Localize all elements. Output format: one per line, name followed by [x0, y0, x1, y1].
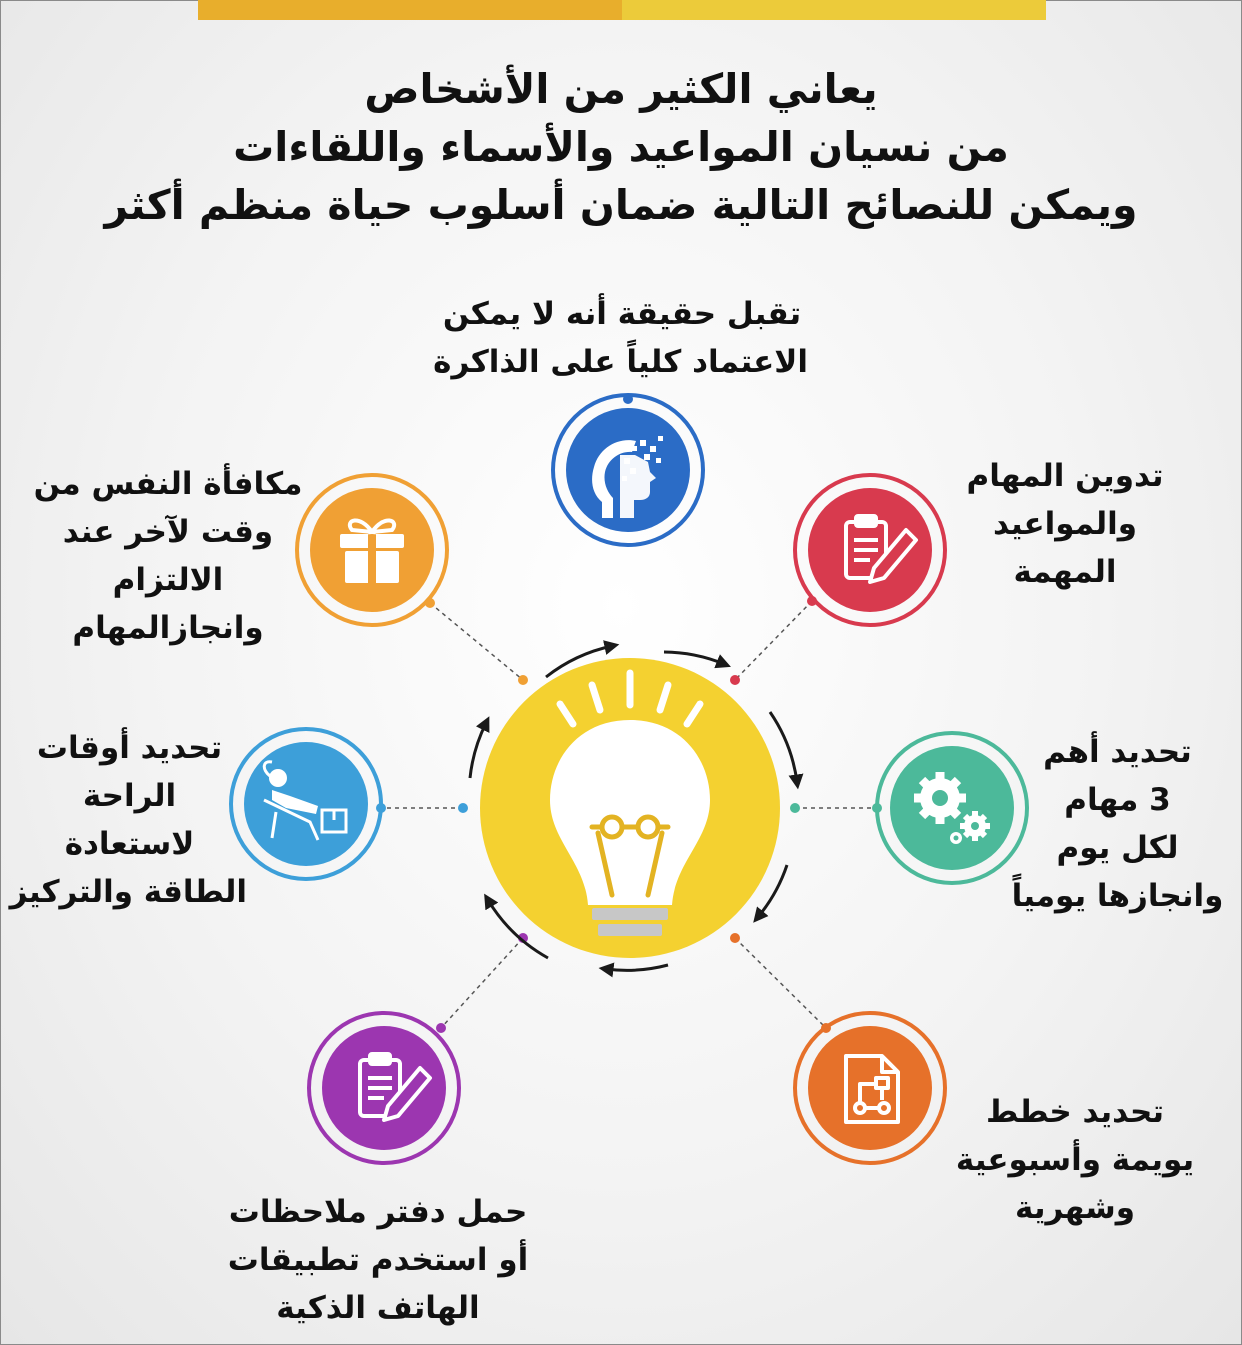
tip-memory-node: [553, 394, 703, 545]
tip-line: والمواعيد: [992, 506, 1138, 542]
tip-plans-label: [940, 1088, 1210, 1232]
center-lightbulb: [480, 658, 780, 958]
tip-line: 3 مهام: [1064, 782, 1171, 818]
tip-rest-node: [231, 729, 386, 879]
tip-line: الراحة: [82, 778, 177, 814]
tip-line: المهمة: [1013, 554, 1117, 590]
tip-line: وقت لآخر عند: [62, 514, 274, 550]
connector-dot: [730, 933, 740, 943]
title-line-1: يعاني الكثير من الأشخاص: [364, 65, 878, 113]
tip-line: وشهرية: [1015, 1190, 1135, 1226]
tip-top-three-node: [872, 733, 1027, 883]
title-line-2: من نسيان المواعيد والأسماء واللقاءات: [233, 123, 1009, 171]
tip-line: الهاتف الذكية: [276, 1290, 480, 1326]
connector-dot: [790, 803, 800, 813]
tip-notebook-label: [218, 1188, 538, 1332]
tip-line: وانجازها يومياً: [1011, 878, 1224, 914]
connector-dot: [518, 675, 528, 685]
tip-reward-label: [28, 460, 308, 652]
tip-memory-label: [433, 290, 808, 386]
tip-line: يويمة وأسبوعية: [955, 1142, 1195, 1178]
tip-rest-label: [9, 724, 247, 916]
tip-line: الالتزام: [112, 562, 224, 598]
tip-line: وانجازالمهام: [72, 610, 264, 646]
tip-write-tasks-node: [795, 475, 945, 625]
tip-line: الاعتماد كلياً على الذاكرة: [433, 344, 808, 380]
tip-line: أو استخدم تطبيقات: [227, 1242, 529, 1278]
connector-dot: [458, 803, 468, 813]
gift-icon: [340, 520, 404, 583]
connector-dot: [730, 675, 740, 685]
tip-line: تحديد أهم: [1043, 734, 1192, 770]
tip-line: لاستعادة: [64, 826, 195, 862]
tip-line: لكل يوم: [1056, 830, 1179, 866]
tip-write-tasks-label: [950, 452, 1180, 596]
tip-line: تقبل حقيقة أنه لا يمكن: [442, 296, 802, 332]
tip-line: تحديد خطط: [986, 1094, 1164, 1130]
tip-plans-node: [795, 1013, 945, 1163]
tip-line: تدوين المهام: [966, 458, 1164, 494]
tip-line: تحديد أوقات: [36, 730, 223, 766]
tip-line: حمل دفتر ملاحظات: [228, 1194, 528, 1230]
tip-notebook-node: [309, 1013, 459, 1163]
tip-line: مكافأة النفس من: [33, 466, 303, 502]
title-line-3: ويمكن للنصائح التالية ضمان أسلوب حياة منظم أكثر: [104, 181, 1138, 229]
tip-line: الطاقة والتركيز: [9, 874, 247, 910]
tip-reward-node: [297, 475, 447, 625]
tip-top-three-label: [1005, 728, 1230, 920]
